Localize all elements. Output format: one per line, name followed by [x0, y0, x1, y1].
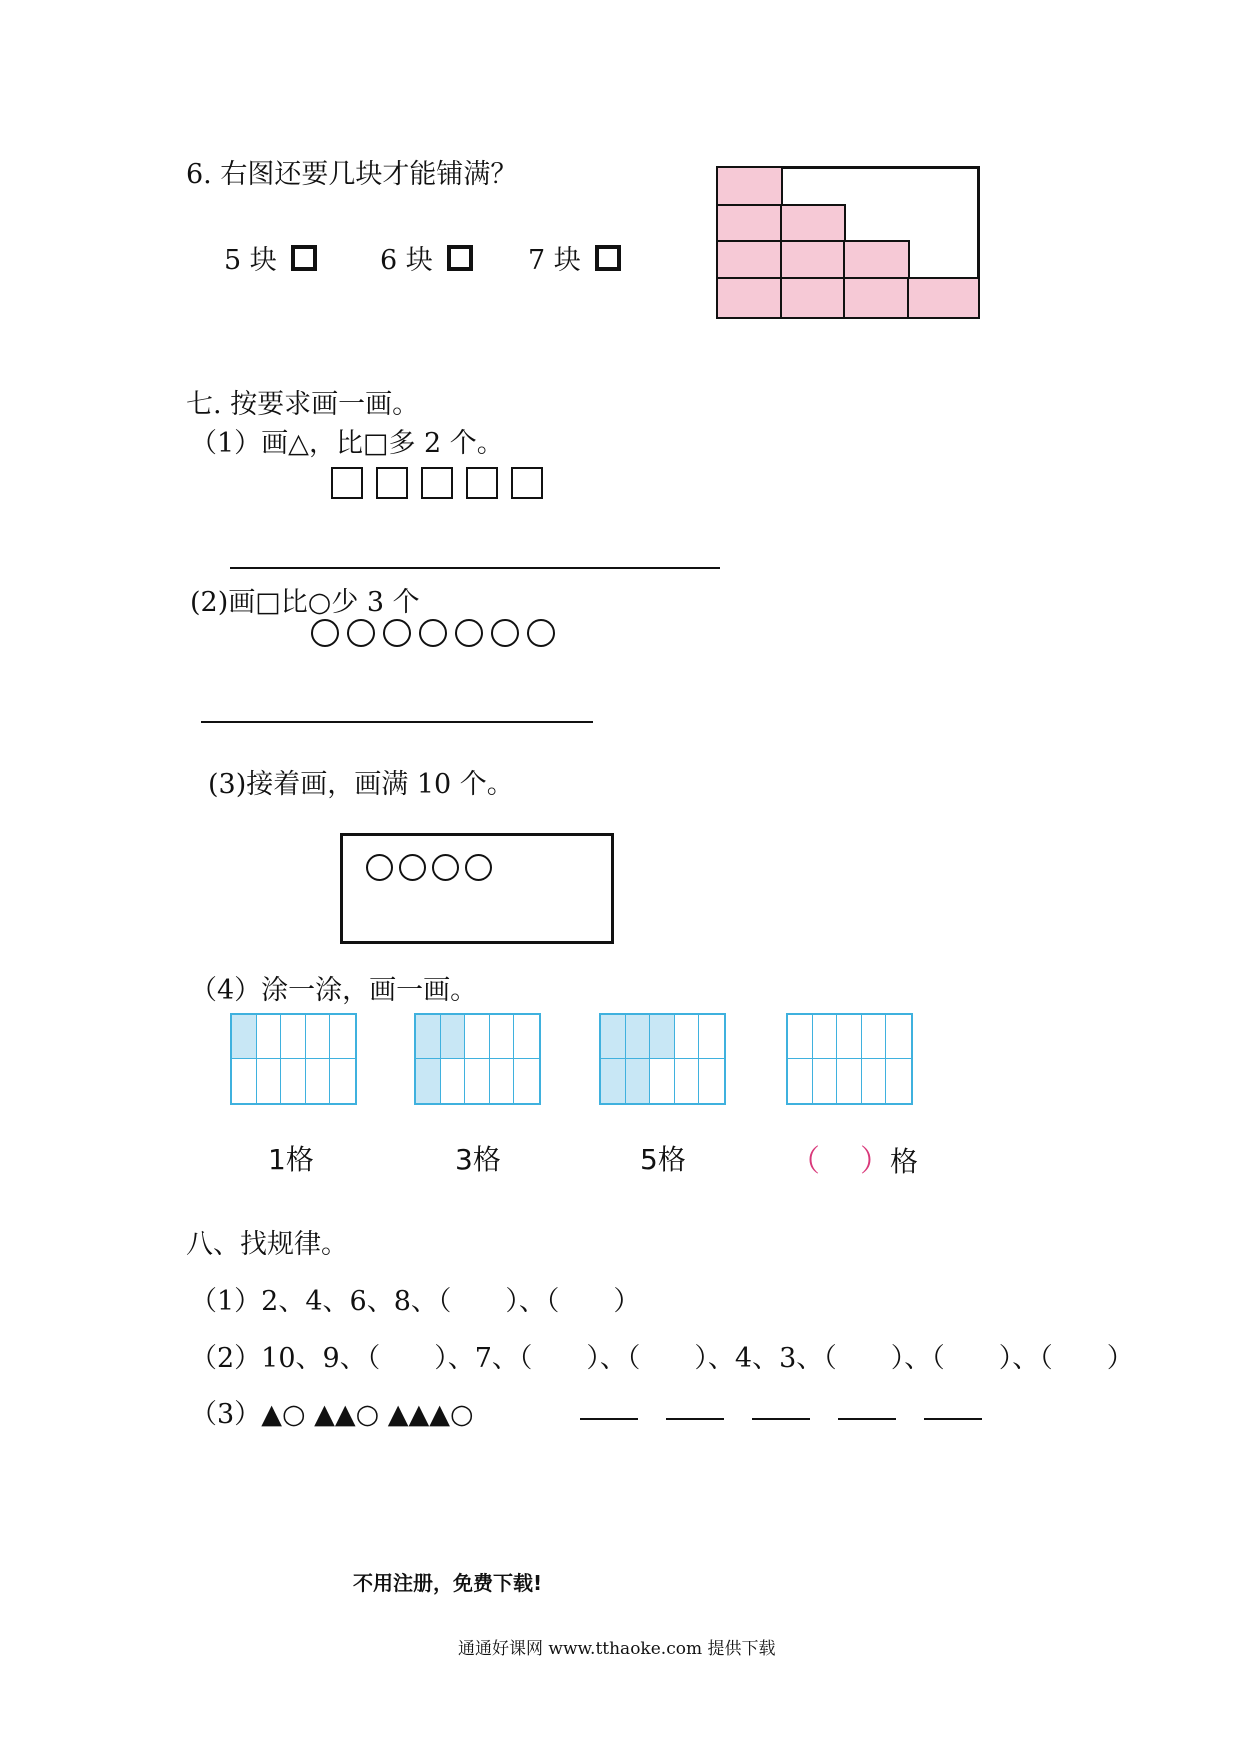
grid-1[interactable] — [230, 1013, 357, 1105]
square-shape — [421, 467, 453, 499]
tile — [716, 277, 783, 319]
answer-line[interactable] — [230, 567, 720, 569]
square-shape — [466, 467, 498, 499]
circle-shape — [366, 854, 393, 881]
grid-3[interactable] — [414, 1013, 541, 1105]
circle-shape — [491, 619, 519, 647]
answer-blank[interactable] — [580, 1400, 638, 1420]
q6-option-label: 6 块 — [380, 245, 433, 276]
grid-caption: 3格 — [455, 1143, 501, 1176]
square-shape — [376, 467, 408, 499]
grid-cell[interactable] — [886, 1059, 911, 1103]
grid-cell[interactable] — [441, 1015, 466, 1059]
tiling-figure — [716, 166, 980, 319]
grid-cell[interactable] — [514, 1015, 539, 1059]
tile — [780, 277, 846, 319]
q8-line3 — [190, 1392, 474, 1431]
tile — [907, 277, 980, 319]
grid-cell[interactable] — [886, 1015, 911, 1059]
grid-cell[interactable] — [490, 1059, 515, 1103]
q6-option-7[interactable] — [528, 238, 621, 277]
tile — [716, 240, 783, 280]
grid-5[interactable] — [599, 1013, 726, 1105]
grid-cell[interactable] — [232, 1059, 257, 1103]
circle-shape — [399, 854, 426, 881]
q7-part4-label: （4）涂一涂，画一画。 — [190, 975, 478, 1006]
open-paren: （ — [790, 1144, 820, 1179]
grid-cell[interactable] — [416, 1015, 441, 1059]
circle-shape — [311, 619, 339, 647]
grid-cell[interactable] — [813, 1059, 838, 1103]
q8-line1[interactable]: （1）2、4、6、8、（ ）、（ ） — [190, 1286, 641, 1317]
q6-option-5[interactable] — [224, 238, 317, 277]
pattern-blanks[interactable] — [580, 1400, 1010, 1424]
grid-cell[interactable] — [441, 1059, 466, 1103]
q6-title: 6. 右图还要几块才能铺满？ — [186, 159, 518, 190]
grid-cell[interactable] — [330, 1015, 355, 1059]
unit-label: 格 — [890, 1145, 919, 1178]
footer-promo: 不用注册，免费下载! — [353, 1571, 543, 1595]
grid-cell[interactable] — [788, 1015, 813, 1059]
grid-cell[interactable] — [465, 1059, 490, 1103]
q8-line3-label: （3） — [190, 1399, 262, 1430]
square-shape — [511, 467, 543, 499]
grid-cell[interactable] — [699, 1015, 724, 1059]
grid-cell[interactable] — [257, 1015, 282, 1059]
drawing-box[interactable] — [340, 833, 614, 944]
grid-cell[interactable] — [257, 1059, 282, 1103]
grid-cell[interactable] — [675, 1059, 700, 1103]
answer-line[interactable] — [201, 721, 593, 723]
circle-shape — [527, 619, 555, 647]
tile — [780, 240, 846, 280]
circle-shape — [347, 619, 375, 647]
grid-cell[interactable] — [626, 1015, 651, 1059]
grid-cell[interactable] — [837, 1059, 862, 1103]
grid-cell[interactable] — [862, 1059, 887, 1103]
circle-shape — [465, 854, 492, 881]
circle-row — [366, 854, 498, 885]
circle-shape — [432, 854, 459, 881]
grid-caption-blank[interactable] — [790, 1136, 918, 1180]
footer-credit: 通通好课网 www.tthaoke.com 提供下载 — [458, 1639, 776, 1659]
answer-blank[interactable] — [924, 1400, 982, 1420]
grid-blank[interactable] — [786, 1013, 913, 1105]
q7-part2-label: (2)画□比○少 3 个 — [190, 587, 420, 618]
grid-cell[interactable] — [813, 1015, 838, 1059]
tile — [780, 204, 846, 243]
grid-cell[interactable] — [306, 1059, 331, 1103]
grid-cell[interactable] — [232, 1015, 257, 1059]
answer-blank[interactable] — [838, 1400, 896, 1420]
grid-cell[interactable] — [490, 1015, 515, 1059]
grid-cell[interactable] — [514, 1059, 539, 1103]
q6-option-label: 7 块 — [528, 245, 581, 276]
grid-cell[interactable] — [465, 1015, 490, 1059]
grid-cell[interactable] — [699, 1059, 724, 1103]
grid-cell[interactable] — [837, 1015, 862, 1059]
tile — [716, 166, 783, 207]
q8-title: 八、找规律。 — [186, 1229, 348, 1260]
grid-cell[interactable] — [788, 1059, 813, 1103]
tile — [716, 204, 783, 243]
q6-option-label: 5 块 — [224, 245, 277, 276]
tile — [843, 240, 910, 280]
q7-part1-label: （1）画△，比□多 2 个。 — [190, 428, 504, 459]
circle-shape — [383, 619, 411, 647]
answer-blank[interactable] — [666, 1400, 724, 1420]
pattern-shapes: ▲○ ▲▲○ ▲▲▲○ — [261, 1399, 474, 1430]
q8-line2[interactable]: （2）10、9、（ ）、7、（ ）、（ ）、4、3、（ ）、（ ）、（ ） — [190, 1343, 1134, 1374]
circle-shape — [455, 619, 483, 647]
grid-cell[interactable] — [306, 1015, 331, 1059]
grid-cell[interactable] — [601, 1059, 626, 1103]
answer-blank[interactable] — [752, 1400, 810, 1420]
grid-caption: 1格 — [268, 1143, 314, 1176]
grid-cell[interactable] — [650, 1059, 675, 1103]
grid-cell[interactable] — [281, 1059, 306, 1103]
grid-caption: 5格 — [640, 1143, 686, 1176]
grid-cell[interactable] — [281, 1015, 306, 1059]
grid-cell[interactable] — [650, 1015, 675, 1059]
grid-cell[interactable] — [601, 1015, 626, 1059]
tile — [843, 277, 910, 319]
q6-option-6[interactable] — [380, 238, 473, 277]
grid-cell[interactable] — [330, 1059, 355, 1103]
square-row — [331, 467, 556, 503]
circle-shape — [419, 619, 447, 647]
square-shape — [331, 467, 363, 499]
circle-row — [311, 619, 563, 651]
close-paren: ） — [860, 1144, 890, 1179]
grid-cell[interactable] — [626, 1059, 651, 1103]
checkbox[interactable] — [447, 245, 473, 271]
grid-cell[interactable] — [416, 1059, 441, 1103]
checkbox[interactable] — [291, 245, 317, 271]
grid-cell[interactable] — [862, 1015, 887, 1059]
q7-part3-label: (3)接着画，画满 10 个。 — [208, 769, 514, 800]
grid-cell[interactable] — [675, 1015, 700, 1059]
q7-title: 七. 按要求画一画。 — [186, 389, 420, 420]
checkbox[interactable] — [595, 245, 621, 271]
